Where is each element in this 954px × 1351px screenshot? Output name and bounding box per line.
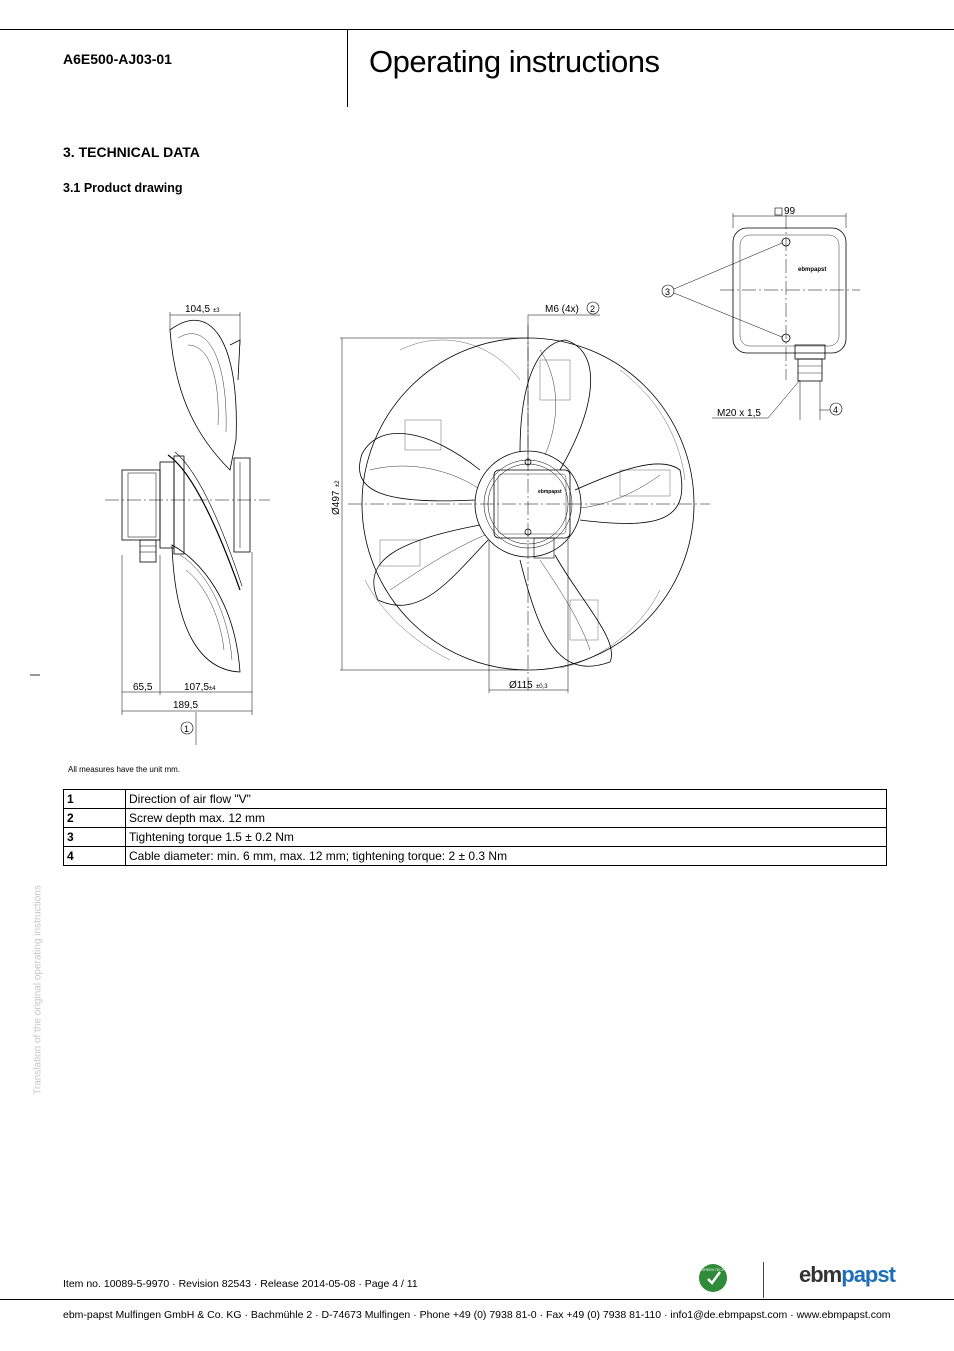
page-title: Operating instructions <box>369 44 660 79</box>
dim-hub-tol: ±0,3 <box>536 684 548 690</box>
hub-logo: ebmpapst <box>538 489 562 495</box>
side-view <box>30 312 270 745</box>
table-row <box>64 790 887 809</box>
legend-text: Tightening torque 1.5 ± 0.2 Nm <box>126 828 887 847</box>
callout-2: 2 <box>590 304 596 314</box>
dim-gland: M20 x 1,5 <box>717 408 761 419</box>
legend-number: 3 <box>64 828 126 847</box>
section-title: 3. TECHNICAL DATA <box>63 144 200 160</box>
dim-diameter: Ø497 <box>331 490 342 515</box>
brand-logo <box>799 1262 895 1288</box>
dim-front-depth: 65,5 <box>133 682 153 693</box>
dim-rear-depth: 107,5 <box>184 682 210 693</box>
table-row <box>64 828 887 847</box>
dim-diameter-tol: ±2 <box>335 480 341 487</box>
product-drawing <box>0 195 954 755</box>
legend-number: 1 <box>64 790 126 809</box>
legend-text: Screw depth max. 12 mm <box>126 809 887 828</box>
terminal-box-view <box>662 208 860 420</box>
dim-screw: M6 (4x) <box>545 304 579 315</box>
model-number: A6E500-AJ03-01 <box>63 51 172 67</box>
dim-hub: Ø115 <box>509 680 533 691</box>
brand-ebm: ebm <box>799 1262 842 1287</box>
greentech-logo <box>697 1262 729 1294</box>
box-logo: ebmpapst <box>798 267 827 273</box>
logo-divider <box>763 1262 764 1298</box>
unit-note: All measures have the unit mm. <box>68 765 181 774</box>
brand-papst: papst <box>841 1262 895 1287</box>
dim-axial-top-tol: ±3 <box>213 308 220 314</box>
footer-rule <box>0 1299 954 1300</box>
legend-table <box>63 789 887 866</box>
legend-number: 4 <box>64 847 126 866</box>
dim-total-depth: 189,5 <box>173 700 199 711</box>
dim-axial-top: 104,5 <box>185 304 211 315</box>
callout-3: 3 <box>665 287 671 297</box>
header-divider <box>347 29 348 107</box>
table-row <box>64 809 887 828</box>
legend-text: Cable diameter: min. 6 mm, max. 12 mm; tightening torque: 2 ± 0.3 Nm <box>126 847 887 866</box>
legend-text: Direction of air flow "V" <box>126 790 887 809</box>
dim-rear-depth-tol: ±4 <box>209 686 216 692</box>
greentech-label: GREEN TECH <box>701 1268 725 1272</box>
header-top-rule <box>0 29 954 30</box>
table-row <box>64 847 887 866</box>
legend-number: 2 <box>64 809 126 828</box>
dim-box: 99 <box>784 206 796 217</box>
subsection-title: 3.1 Product drawing <box>63 181 183 195</box>
company-address: ebm-papst Mulfingen GmbH & Co. KG · Bachmühle 2 · D-74673 Mulfingen · Phone +49 (0) 7938 81-0 · Fax +49 (0) 7938 81-110 · info1@de.ebmpapst.com · www.ebmpapst.com <box>63 1309 891 1321</box>
front-view <box>340 302 710 693</box>
callout-4: 4 <box>833 405 839 415</box>
item-info: Item no. 10089-5-9970 · Revision 82543 · Release 2014-05-08 · Page 4 / 11 <box>63 1278 418 1290</box>
callout-1: 1 <box>184 724 190 734</box>
translation-note: Translation of the original operating instructions <box>32 885 44 1095</box>
